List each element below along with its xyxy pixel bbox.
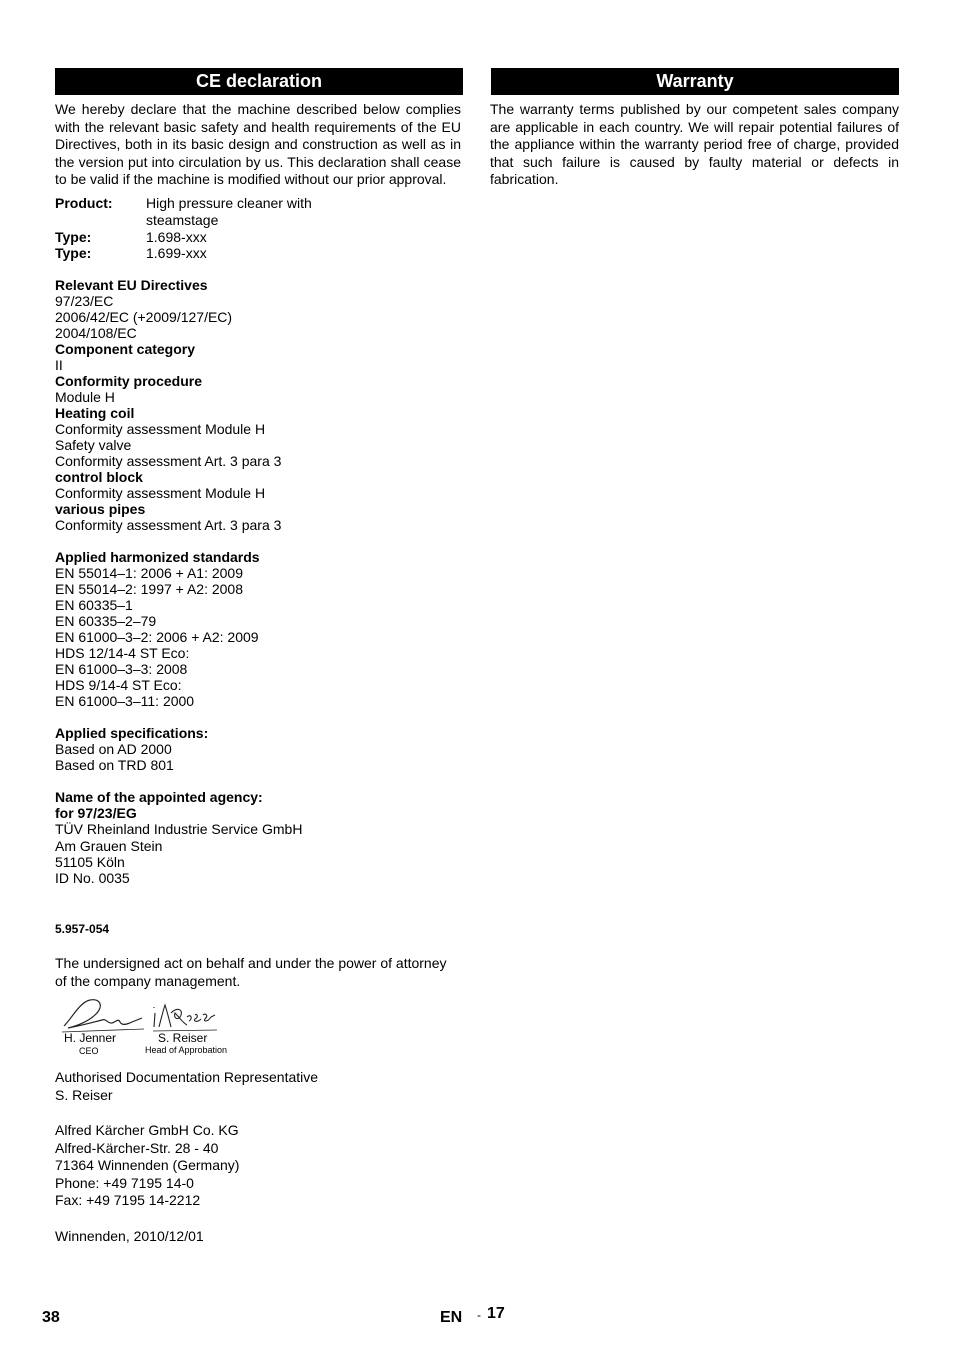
standard-line: EN 61000–3–2: 2006 + A2: 2009 [55,629,259,645]
standard-line: EN 60335–2–79 [55,613,157,629]
standard-line: HDS 12/14-4 ST Eco: [55,645,190,661]
address-line: Alfred Kärcher GmbH Co. KG [55,1122,239,1138]
undersigned-paragraph: The undersigned act on behalf and under the power of attorney of the company management. [55,955,447,989]
type-value-2: 1.699-xxx [146,245,207,261]
type-value-1: 1.698-xxx [146,229,207,245]
component-category-heading: Component category [55,341,196,357]
directive-line: 2006/42/EC (+2009/127/EC) [55,309,233,325]
directive-line: Conformity assessment Module H [55,421,266,437]
address-line: 71364 Winnenden (Germany) [55,1157,240,1173]
fax-line: Fax: +49 7195 14-2212 [55,1192,201,1208]
signatory-1-role: CEO [79,1046,99,1056]
product-label: Product: [55,195,113,211]
control-block-heading: control block [55,469,143,485]
standard-line: EN 61000–3–3: 2008 [55,661,188,677]
signature-reiser [151,999,221,1033]
warranty-paragraph: The warranty terms published by our competent sales company are applicable in each country. We will repair potential failures of the appliance within the warranty period free of charge, provided that such failure is caused by faulty material or defects in fabrication. [490,101,899,188]
warranty-heading: Warranty [491,68,899,95]
ce-intro-paragraph: We hereby declare that the machine described below complies with the relevant basic safety and health requirements of the EU Directives, both in its basic design and construction as well as in the version put into circulation by us. This declaration shall cease to be valid if the machine is modified without our prior approval. [55,101,461,188]
directives-heading: Relevant EU Directives [55,277,208,293]
agency-directive: for 97/23/EG [55,805,137,821]
standards-heading: Applied harmonized standards [55,549,260,565]
product-value: High pressure cleaner with steamstage [146,195,312,228]
directive-line: II [55,357,63,373]
agency-line: TÜV Rheinland Industrie Service GmbH [55,821,303,837]
directive-line: Conformity assessment Art. 3 para 3 [55,517,282,533]
signatory-1-name: H. Jenner [64,1031,117,1045]
document-number: 5.957-054 [55,922,110,936]
various-pipes-heading: various pipes [55,501,146,517]
authorised-line: Authorised Documentation Representative [55,1069,319,1085]
signatory-2-name: S. Reiser [158,1031,208,1045]
address-line: Alfred-Kärcher-Str. 28 - 40 [55,1140,219,1156]
authorised-line: S. Reiser [55,1087,113,1103]
sub-page-number: 17 [487,1305,505,1322]
directive-line: Conformity assessment Art. 3 para 3 [55,453,282,469]
agency-line: 51105 Köln [55,854,125,870]
directive-line: Module H [55,389,115,405]
specification-line: Based on TRD 801 [55,757,174,773]
agency-line: ID No. 0035 [55,870,130,886]
directive-line: Conformity assessment Module H [55,485,266,501]
signatory-2-role: Head of Approbation [145,1045,228,1055]
standard-line: EN 60335–1 [55,597,133,613]
type-label-1: Type: [55,229,92,245]
page-number: 38 [42,1309,60,1326]
phone-line: Phone: +49 7195 14-0 [55,1175,194,1191]
specification-line: Based on AD 2000 [55,741,172,757]
standard-line: EN 61000–3–11: 2000 [55,693,195,709]
directive-line: Safety valve [55,437,132,453]
directive-line: 2004/108/EC [55,325,137,341]
specifications-heading: Applied specifications: [55,725,209,741]
agency-line: Am Grauen Stein [55,838,163,854]
ce-declaration-heading: CE declaration [55,68,463,95]
standard-line: EN 55014–1: 2006 + A1: 2009 [55,565,243,581]
agency-heading: Name of the appointed agency: [55,789,263,805]
standard-line: HDS 9/14-4 ST Eco: [55,677,182,693]
directive-line: 97/23/EC [55,293,114,309]
place-date: Winnenden, 2010/12/01 [55,1228,204,1244]
footer-dash: - [477,1308,481,1322]
language-code: EN [440,1309,463,1326]
standard-line: EN 55014–2: 1997 + A2: 2008 [55,581,243,597]
conformity-procedure-heading: Conformity procedure [55,373,203,389]
type-label-2: Type: [55,245,92,261]
heating-coil-heading: Heating coil [55,405,135,421]
